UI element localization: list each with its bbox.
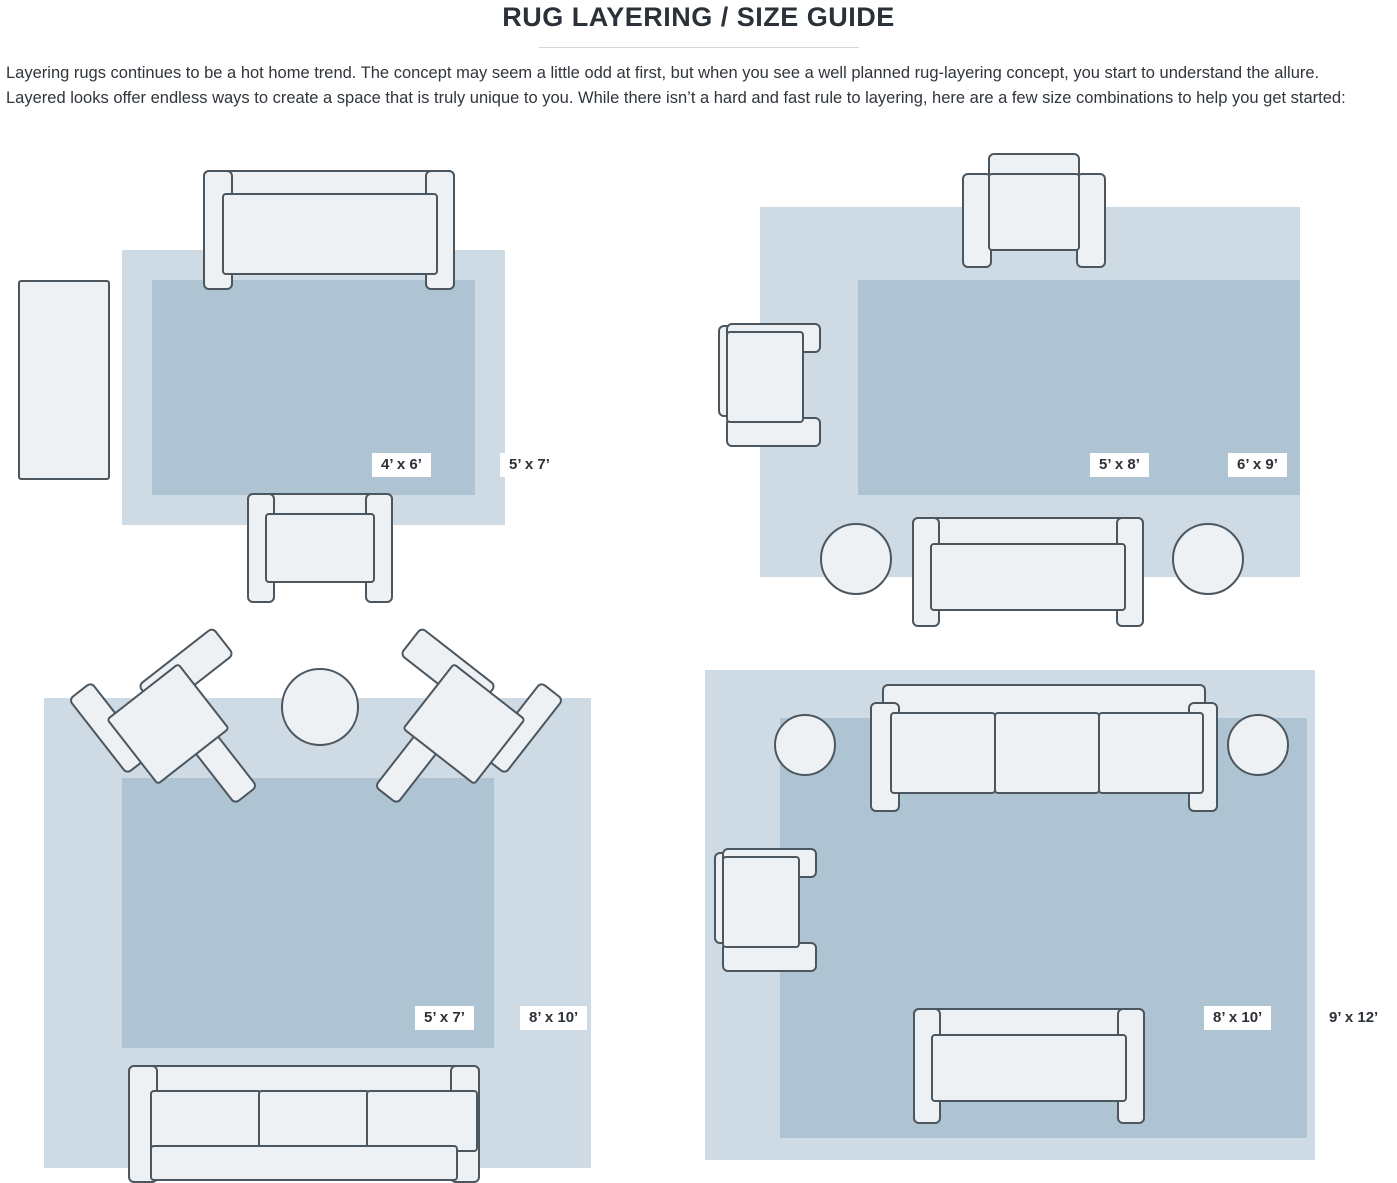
armchair-left-seat bbox=[726, 331, 804, 423]
sofa-top-seat bbox=[222, 193, 438, 275]
label-inner-rug-2: 5’ x 8’ bbox=[1090, 453, 1149, 477]
page-title: RUG LAYERING / SIZE GUIDE bbox=[502, 2, 895, 32]
label-outer-rug-1: 5’ x 7’ bbox=[500, 453, 559, 477]
sofa-bottom-3-base bbox=[150, 1145, 458, 1181]
layout-bottom-left bbox=[0, 640, 660, 1183]
armchair-top-arm-right bbox=[1076, 173, 1106, 268]
label-outer-rug-4: 9’ x 12’ bbox=[1320, 1006, 1387, 1030]
console-table bbox=[18, 280, 110, 480]
sofa-top-4-cushion-1 bbox=[890, 712, 996, 794]
layout-top-left bbox=[0, 145, 660, 625]
side-table-right bbox=[1172, 523, 1244, 595]
side-table-right-4 bbox=[1227, 714, 1289, 776]
armchair-top-right bbox=[378, 650, 548, 800]
label-inner-rug-3: 5’ x 7’ bbox=[415, 1006, 474, 1030]
sofa-top-4-cushion-3 bbox=[1098, 712, 1204, 794]
layout-bottom-right bbox=[700, 640, 1397, 1183]
label-outer-rug-2: 6’ x 9’ bbox=[1228, 453, 1287, 477]
label-inner-rug-1: 4’ x 6’ bbox=[372, 453, 431, 477]
side-table-left-4 bbox=[774, 714, 836, 776]
armchair-top-left bbox=[90, 650, 260, 800]
round-table-top bbox=[281, 668, 359, 746]
sofa-bottom-3-cushion-2 bbox=[258, 1090, 370, 1152]
side-table-left bbox=[820, 523, 892, 595]
layout-top-right bbox=[700, 145, 1397, 645]
armchair-bottom-seat bbox=[265, 513, 375, 583]
sofa-bottom-4-seat bbox=[931, 1034, 1127, 1102]
title-divider bbox=[539, 47, 859, 48]
sofa-bottom-3-cushion-1 bbox=[150, 1090, 262, 1152]
armchair-top-seat bbox=[988, 173, 1080, 251]
intro-paragraph: Layering rugs continues to be a hot home trend. The concept may seem a little odd at first, but when you see a well planned rug-layering concept, you start to understand the allure. Layered looks offer endless ways to create a space that is truly unique to you. While there isn’t a hard and fast rule to layering, here are a few size combinations to help you get started: bbox=[6, 64, 1346, 107]
label-outer-rug-3: 8’ x 10’ bbox=[520, 1006, 587, 1030]
armchair-left-4-seat bbox=[722, 856, 800, 948]
sofa-bottom-seat bbox=[930, 543, 1126, 611]
label-inner-rug-4: 8’ x 10’ bbox=[1204, 1006, 1271, 1030]
sofa-bottom-3-cushion-3 bbox=[366, 1090, 478, 1152]
sofa-top-4-cushion-2 bbox=[994, 712, 1100, 794]
